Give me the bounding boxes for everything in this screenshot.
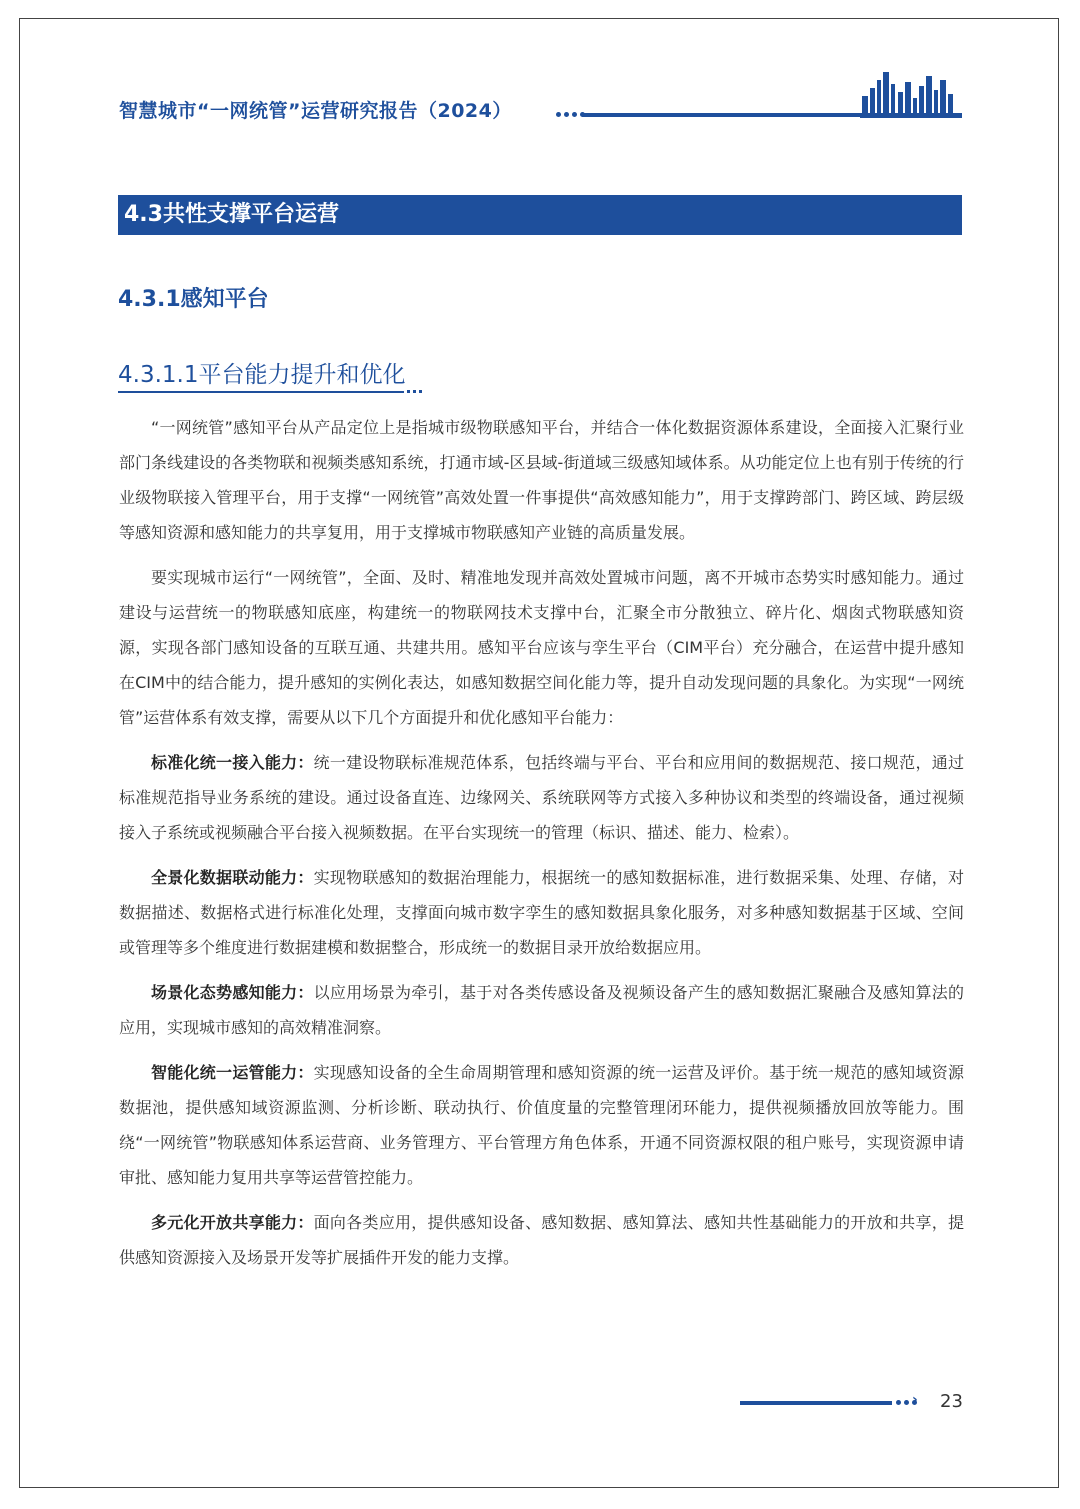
paragraph-1: “一网统管”感知平台从产品定位上是指城市级物联感知平台，并结合一体化数据资源体系建设，全面接入汇聚行业部门条线建设的各类物联和视频类感知系统，打通市域-区县域-街道域三级感知域体系。从功能定位上也有别于传统的行业级物联接入管理平台，用于支撑“一网统管”高效处置一件事提供“高效感知能力”，用于支撑跨部门、跨区域、跨层级等感知资源和感知能力的共享复用，用于支撑城市物联感知产业链的高质量发展。 [119,418,964,542]
heading-underline [118,390,422,393]
paragraph-6-text: 实现感知设备的全生命周期管理和感知资源的统一运营及评价。基于统一规范的感知域资源数据池，提供感知域资源监测、分析诊断、联动执行、价值度量的完整管理闭环能力，提供视频播放回放等能力。围绕“一网统管”物联感知体系运营商、业务管理方、平台管理方角色体系，开通不同资源权限的租户账号，实现资源申请审批、感知能力复用共享等运营管控能力。 [119,1063,964,1187]
subsection-heading: 4.3.1感知平台 [118,287,269,312]
footer-rule [740,1401,892,1405]
paragraph-7 [119,1205,964,1275]
paragraph-6 [119,1055,964,1195]
paragraph-4 [119,860,964,965]
paragraph-3-text: 统一建设物联标准规范体系，包括终端与平台、平台和应用间的数据规范、接口规范，通过标准规范指导业务系统的建设。通过设备直连、边缘网关、系统联网等方式接入多种协议和类型的终端设备，通过视频接入子系统或视频融合平台接入视频数据。在平台实现统一的管理（标识、描述、能力、检索）。 [119,753,964,842]
body-text [119,410,964,1285]
chevron-right-icon: › [912,1392,918,1408]
subsubsection-heading: 4.3.1.1平台能力提升和优化 [118,362,406,388]
paragraph-5-label: 场景化态势感知能力： [151,983,314,1002]
paragraph-7-text: 面向各类应用，提供感知设备、感知数据、感知算法、感知共性基础能力的开放和共享，提供感知资源接入及场景开发等扩展插件开发的能力支撑。 [119,1213,964,1267]
section-heading-bar: 4.3共性支撑平台运营 [118,195,962,235]
paragraph-6-label: 智能化统一运管能力： [151,1063,314,1082]
paragraph-4-text: 实现物联感知的数据治理能力，根据统一的感知数据标准，进行数据采集、处理、存储，对数据描述、数据格式进行标准化处理，支撑面向城市数字孪生的感知数据具象化服务，对多种感知数据基于区域、空间或管理等多个维度进行数据建模和数据整合，形成统一的数据目录开放给数据应用。 [119,868,964,957]
paragraph-2: 要实现城市运行“一网统管”，全面、及时、精准地发现并高效处置城市问题，离不开城市态势实时感知能力。通过建设与运营统一的物联感知底座，构建统一的物联网技术支撑中台，汇聚全市分散独立、碎片化、烟囱式物联感知资源，实现各部门感知设备的互联互通、共建共用。感知平台应该与孪生平台（CIM平台）充分融合，在运营中提升感知在CIM中的结合能力，提升感知的实例化表达，如感知数据空间化能力等，提升自动发现问题的具象化。为实现“一网统管”运营体系有效支撑，需要从以下几个方面提升和优化感知平台能力： [119,568,964,727]
page-number: 23 [940,1391,963,1412]
paragraph-3-label: 标准化统一接入能力： [151,753,314,772]
paragraph-7-label: 多元化开放共享能力： [151,1213,314,1232]
header-dots [556,112,585,117]
paragraph-4-label: 全景化数据联动能力： [151,868,314,887]
paragraph-5 [119,975,964,1045]
city-skyline-icon [860,70,962,118]
paragraph-5-text: 以应用场景为牵引，基于对各类传感设备及视频设备产生的感知数据汇聚融合及感知算法的应用，实现城市感知的高效精准洞察。 [119,983,964,1037]
paragraph-3 [119,745,964,850]
report-header-title: 智慧城市“一网统管”运营研究报告（2024） [119,100,512,122]
